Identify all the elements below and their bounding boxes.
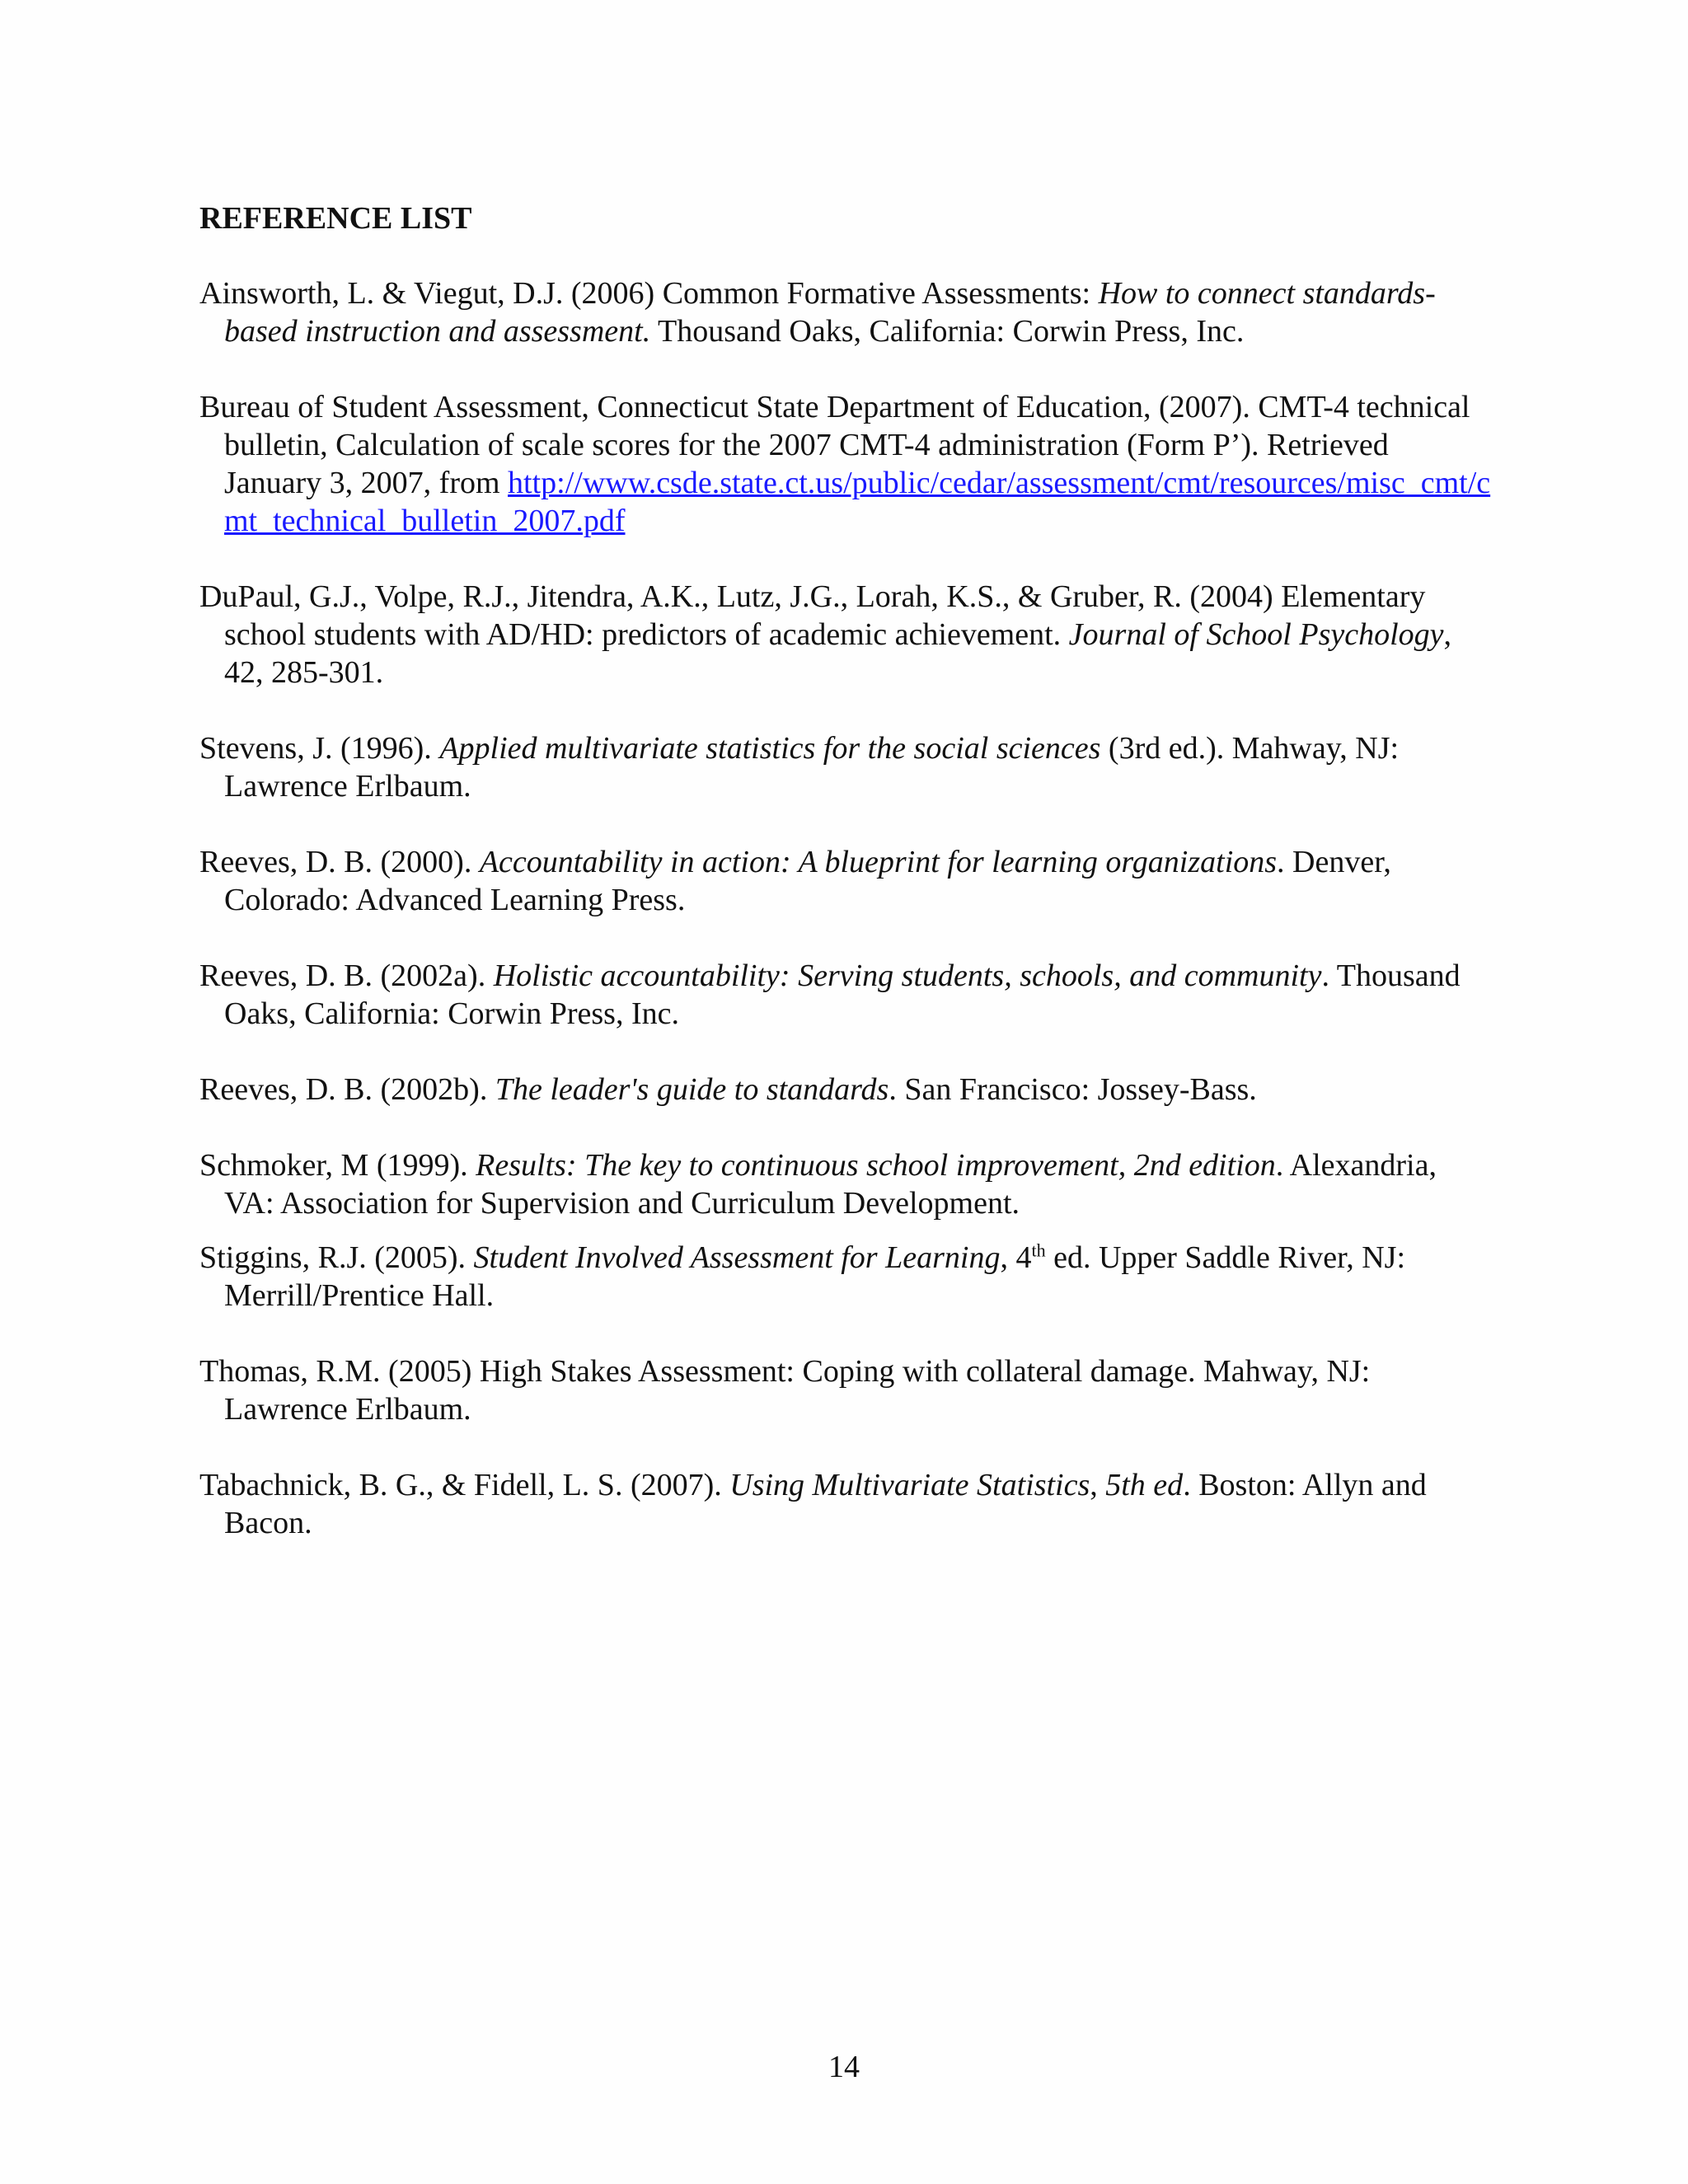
reference-text: . San Francisco: Jossey-Bass. xyxy=(889,1072,1257,1107)
reference-list xyxy=(199,274,1493,1580)
reference-text: , 4 xyxy=(1000,1240,1032,1275)
reference-text: Tabachnick, B. G., & Fidell, L. S. (2007). xyxy=(199,1468,730,1502)
reference-text: Stiggins, R.J. (2005). xyxy=(199,1240,474,1275)
reference-text: , xyxy=(1090,1468,1106,1502)
reference-title: Results: The key to continuous school improvement, 2nd edition xyxy=(476,1148,1276,1183)
superscript-ordinal: th xyxy=(1031,1240,1046,1261)
reference-text: ed. Upper Saddle River, NJ: Merrill/Prentice Hall. xyxy=(224,1240,1406,1313)
reference-text: Thomas, R.M. (2005) High Stakes Assessment: Coping with collateral damage. Mahway, NJ: Lawrence Erlbaum. xyxy=(199,1354,1371,1427)
reference-tabachnick xyxy=(199,1466,1493,1542)
reference-reeves-2002b xyxy=(199,1071,1493,1108)
reference-reeves-2002a xyxy=(199,957,1493,1033)
reference-list-heading: REFERENCE LIST xyxy=(199,201,472,236)
reference-title: Applied multivariate statistics for the social sciences xyxy=(439,731,1101,766)
reference-text: Reeves, D. B. (2000). xyxy=(199,845,480,879)
reference-title: Accountability in action: A blueprint for learning organizations xyxy=(479,845,1278,879)
reference-reeves-2000 xyxy=(199,843,1493,919)
reference-text: (3rd ed.). Mahway, NJ: Lawrence Erlbaum. xyxy=(224,731,1400,804)
reference-edition: 5th ed xyxy=(1105,1468,1184,1502)
reference-text: Ainsworth, L. & Viegut, D.J. (2006) Common Formative Assessments: xyxy=(199,276,1099,311)
reference-journal: Journal of School Psychology xyxy=(1068,617,1444,652)
reference-url-link[interactable]: http://www.csde.state.ct.us/public/cedar/assessment/cmt/resources/misc_cmt/cmt_technical_bulletin_2007.pdf xyxy=(224,466,1491,538)
reference-text: , 42, 285-301. xyxy=(224,617,1452,690)
reference-title: Student Involved Assessment for Learning xyxy=(473,1240,1001,1275)
reference-text: . Boston: Allyn and Bacon. xyxy=(224,1468,1427,1540)
reference-bureau xyxy=(199,388,1493,540)
reference-text: . Alexandria, VA: Association for Supervision and Curriculum Development. xyxy=(224,1148,1437,1221)
reference-title: Holistic accountability: Serving students, schools, and community xyxy=(493,958,1322,993)
reference-ainsworth xyxy=(199,274,1493,350)
reference-title: Using Multivariate Statistics xyxy=(729,1468,1090,1502)
reference-stiggins xyxy=(199,1239,1493,1315)
reference-text: Schmoker, M (1999). xyxy=(199,1148,476,1183)
reference-text: Stevens, J. (1996). xyxy=(199,731,440,766)
reference-text: Reeves, D. B. (2002b). xyxy=(199,1072,495,1107)
reference-text: . Denver, Colorado: Advanced Learning Press. xyxy=(224,845,1391,917)
reference-thomas xyxy=(199,1352,1493,1428)
reference-title: How to connect standards-based instruction and assessment. xyxy=(224,276,1436,349)
page-number: 14 xyxy=(828,2050,860,2084)
reference-text: Bureau of Student Assessment, Connecticut State Department of Education, (2007). CMT-4 technical bulletin, Calculation of scale scores for the 2007 CMT-4 administration (Form P’). Retrieved January 3, 2007, from xyxy=(199,390,1470,500)
reference-title: The leader's guide to standards xyxy=(495,1072,889,1107)
reference-text: . Thousand Oaks, California: Corwin Press, Inc. xyxy=(224,958,1461,1031)
reference-stevens xyxy=(199,729,1493,805)
reference-text: Thousand Oaks, California: Corwin Press, Inc. xyxy=(650,314,1245,349)
reference-dupaul xyxy=(199,578,1493,691)
reference-schmoker xyxy=(199,1146,1493,1222)
reference-text: Reeves, D. B. (2002a). xyxy=(199,958,494,993)
reference-text: DuPaul, G.J., Volpe, R.J., Jitendra, A.K., Lutz, J.G., Lorah, K.S., & Gruber, R. (2004) Elementary school students with AD/HD: predictors of academic achievement. xyxy=(199,579,1426,652)
